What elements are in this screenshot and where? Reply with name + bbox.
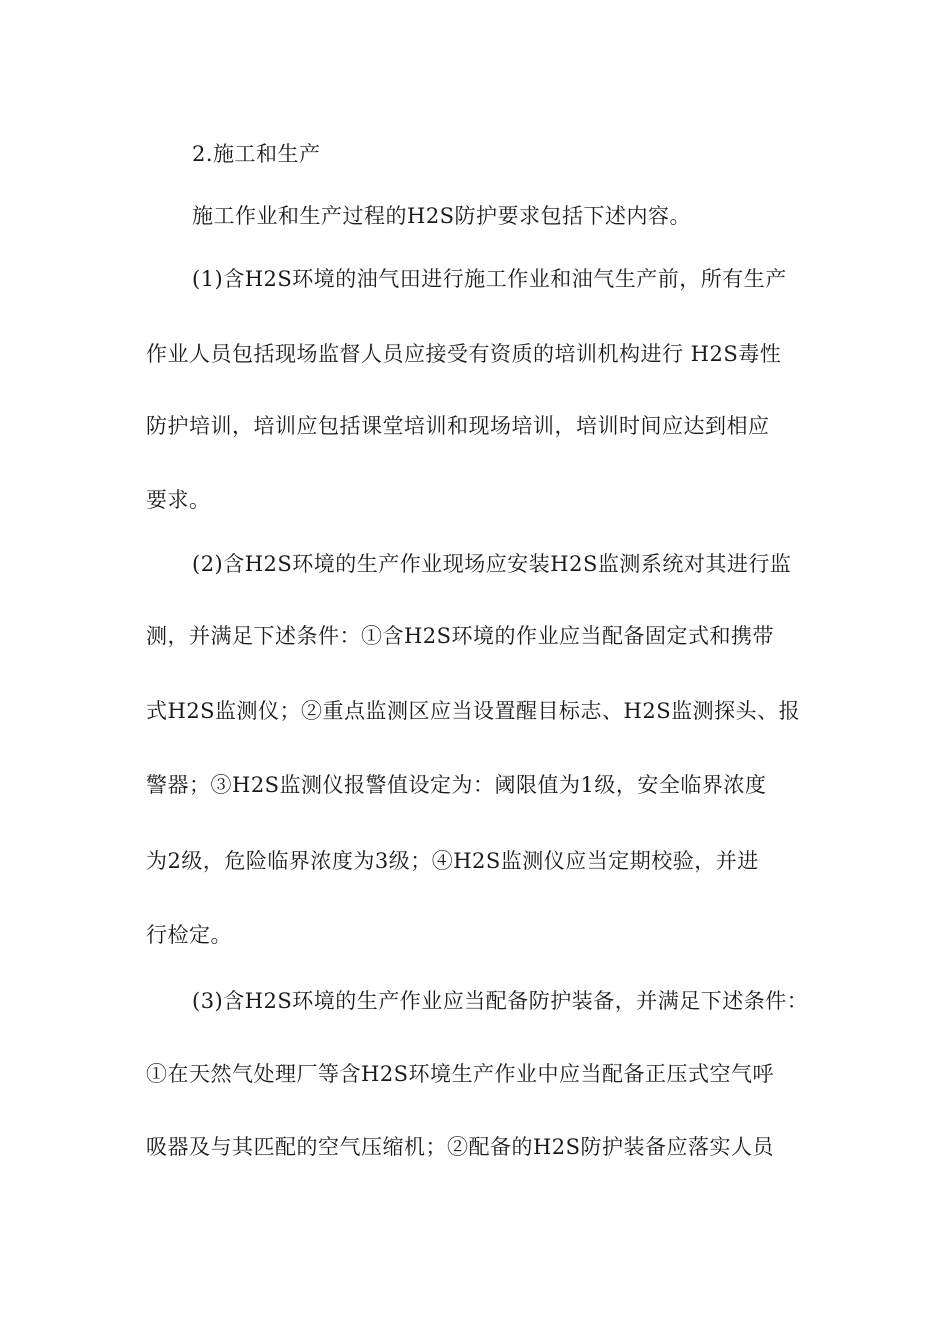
- paragraph-2-line-6: 行检定。: [146, 923, 232, 947]
- paragraph-3-line-2: ①在天然气处理厂等含H2S环境生产作业中应当配备正压式空气呼: [146, 1062, 775, 1086]
- paragraph-3-line-1: (3)含H2S环境的生产作业应当配备防护装备，并满足下述条件：: [192, 989, 809, 1013]
- paragraph-intro: 施工作业和生产过程的H2S防护要求包括下述内容。: [192, 204, 692, 228]
- paragraph-2-line-5: 为2级，危险临界浓度为3级；④H2S监测仪应当定期校验，并进: [146, 849, 759, 873]
- paragraph-2-line-4: 警器；③H2S监测仪报警值设定为：阈限值为1级，安全临界浓度: [146, 773, 767, 797]
- paragraph-1-line-4: 要求。: [146, 488, 211, 512]
- paragraph-2-line-1: (2)含H2S环境的生产作业现场应安装H2S监测系统对其进行监: [192, 552, 792, 576]
- paragraph-1-line-2: 作业人员包括现场监督人员应接受有资质的培训机构进行 H2S毒性: [146, 342, 782, 366]
- paragraph-1-line-1: (1)含H2S环境的油气田进行施工作业和油气生产前，所有生产: [192, 267, 787, 291]
- paragraph-2-line-3: 式H2S监测仪；②重点监测区应当设置醒目标志、H2S监测探头、报: [146, 699, 801, 723]
- section-heading: 2.施工和生产: [192, 142, 321, 166]
- paragraph-3-line-3: 吸器及与其匹配的空气压缩机；②配备的H2S防护装备应落实人员: [146, 1135, 775, 1159]
- paragraph-1-line-3: 防护培训，培训应包括课堂培训和现场培训，培训时间应达到相应: [146, 414, 770, 438]
- paragraph-2-line-2: 测，并满足下述条件：①含H2S环境的作业应当配备固定式和携带: [146, 624, 775, 648]
